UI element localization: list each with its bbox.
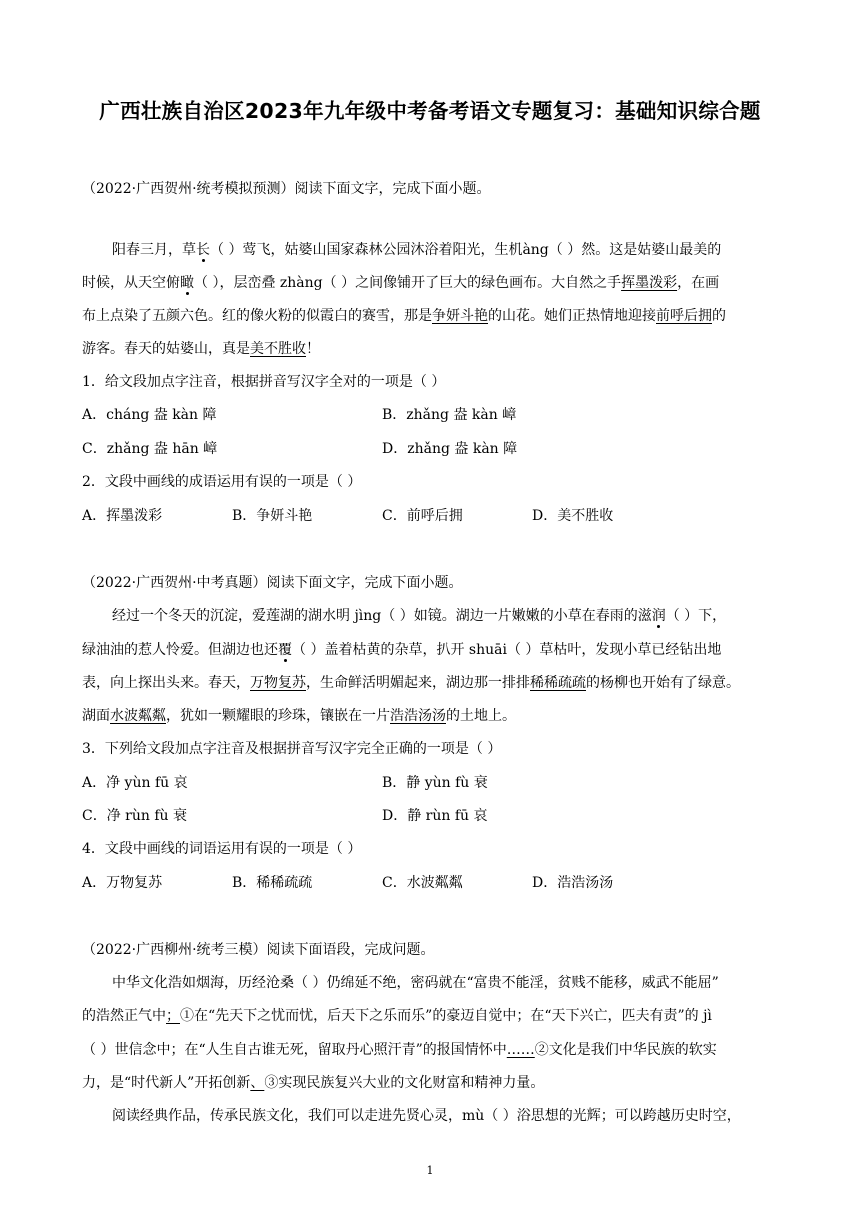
text: 时候，从天空俯 <box>82 275 180 291</box>
section2-source: （2022·广西贺州·中考真题）阅读下面文字，完成下面小题。 <box>82 575 463 591</box>
section2-paragraph-line-4 <box>82 706 782 726</box>
dotted-char: 覆 <box>278 642 292 658</box>
text: 的土地上。 <box>446 708 516 724</box>
text: 经过一个冬天的沉淀，爱莲湖的湖水明 jìng（ ）如镜。湖边一片嫩嫩的小草在春雨的滋 <box>112 608 652 624</box>
section1-paragraph-line-1 <box>112 240 812 260</box>
underlined-word: 万物复苏 <box>250 675 306 691</box>
q2-option-a[interactable]: A．挥墨泼彩 <box>82 508 163 524</box>
page-number: 1 <box>426 1164 434 1177</box>
text: 湖面 <box>82 708 110 724</box>
text: （ ）盖着枯黄的杂草，扒开 shuāi（ ）草枯叶，发现小草已经钻出地 <box>292 642 722 658</box>
underlined-word: 稀稀疏疏 <box>530 675 586 691</box>
text: 阳春三月，草 <box>112 242 196 258</box>
text: 的 <box>712 308 726 324</box>
text: 游客。春天的姑婆山，真是 <box>82 341 250 357</box>
q4-option-d[interactable]: D．浩浩汤汤 <box>532 875 614 891</box>
section3-line-3 <box>82 1040 782 1060</box>
section1-paragraph-line-2 <box>82 273 782 293</box>
section2-paragraph-line-1 <box>112 606 812 626</box>
question-2: 2．文段中画线的成语运用有误的一项是（ ） <box>82 474 362 490</box>
section3-source: （2022·广西柳州·统考三模）阅读下面语段，完成问题。 <box>82 942 435 958</box>
text: ①在“先天下之忧而忧，后天下之乐而乐”的豪迈自觉中；在“天下兴亡，匹夫有责”的 jì <box>180 1008 712 1024</box>
dotted-char: 润 <box>651 608 666 624</box>
q3-option-d[interactable]: D．静 rùn fū 哀 <box>382 808 488 824</box>
text: 的杨柳也开始有了绿意。 <box>586 675 740 691</box>
q4-option-a[interactable]: A．万物复苏 <box>82 875 163 891</box>
underlined-punct: ； <box>166 1008 180 1024</box>
text: ，生命鲜活明媚起来，湖边那一排排 <box>306 675 530 691</box>
text: 绿油油的惹人怜爱。但湖边也还 <box>82 642 278 658</box>
q1-option-c[interactable]: C．zhǎng 盎 hān 嶂 <box>82 441 218 457</box>
dotted-char: 瞰 <box>180 275 194 291</box>
q1-option-d[interactable]: D．zhǎng 盎 kàn 障 <box>382 441 518 457</box>
underlined-idiom: 争妍斗艳 <box>432 308 488 324</box>
q2-option-c[interactable]: C．前呼后拥 <box>382 508 463 524</box>
page-title: 广西壮族自治区2023年九年级中考备考语文专题复习：基础知识综合题 <box>99 99 761 123</box>
underlined-idiom: 前呼后拥 <box>656 308 712 324</box>
text: 的山花。她们正热情地迎接 <box>488 308 656 324</box>
section2-paragraph-line-3 <box>82 673 782 693</box>
text: （ ）莺飞，姑婆山国家森林公园沐浴着阳光，生机àng（ ）然。这是姑婆山最美的 <box>210 242 722 258</box>
underlined-word: 浩浩汤汤 <box>390 708 446 724</box>
section1-paragraph-line-4 <box>82 339 782 359</box>
section2-paragraph-line-2 <box>82 640 782 660</box>
text: （ ）下， <box>665 608 727 624</box>
text: ！ <box>306 341 320 357</box>
text: （ ），层峦叠 zhàng（ ）之间像铺开了巨大的绿色画布。大自然之手 <box>194 275 622 291</box>
section3-line-5: 阅读经典作品，传承民族文化，我们可以走进先贤心灵，mù（ ）浴思想的光辉；可以跨越历史时空， <box>112 1108 741 1124</box>
text: 表，向上探出头来。春天， <box>82 675 250 691</box>
text: ，犹如一颗耀眼的珍珠，镶嵌在一片 <box>166 708 390 724</box>
q2-option-b[interactable]: B．争妍斗艳 <box>232 508 313 524</box>
underlined-idiom: 挥墨泼彩 <box>621 275 678 291</box>
section3-line-4 <box>82 1073 782 1093</box>
q3-option-b[interactable]: B．静 yùn fù 衰 <box>382 775 488 791</box>
text: 力，是“时代新人”开拓创新 <box>82 1075 251 1091</box>
section1-paragraph-line-3 <box>82 306 782 326</box>
question-4: 4．文段中画线的词语运用有误的一项是（ ） <box>82 841 362 857</box>
underlined-punct: …… <box>506 1042 535 1058</box>
section3-line-2 <box>82 1006 782 1026</box>
q3-option-a[interactable]: A．净 yùn fū 哀 <box>82 775 188 791</box>
text: （ ）世信念中；在“人生自古谁无死，留取丹心照汗青”的报国情怀中 <box>82 1042 507 1058</box>
text: 布上点染了五颜六色。红的像火粉的似霞白的赛雪，那是 <box>82 308 432 324</box>
q4-option-b[interactable]: B．稀稀疏疏 <box>232 875 313 891</box>
section1-source: （2022·广西贺州·统考模拟预测）阅读下面文字，完成下面小题。 <box>82 181 491 197</box>
section3-line-1: 中华文化浩如烟海，历经沧桑（ ）仍绵延不绝，密码就在“富贵不能淫，贫贱不能移，威武不能屈” <box>112 975 719 991</box>
underlined-word: 水波粼粼 <box>110 708 166 724</box>
dotted-char: 长 <box>196 242 210 258</box>
q2-option-d[interactable]: D．美不胜收 <box>532 508 614 524</box>
q4-option-c[interactable]: C．水波粼粼 <box>382 875 463 891</box>
text: ②文化是我们中华民族的软实 <box>534 1042 717 1058</box>
text: ，在画 <box>677 275 720 291</box>
q3-option-c[interactable]: C．净 rùn fù 衰 <box>82 808 187 824</box>
text: 的浩然正气中 <box>82 1008 166 1024</box>
text: ③实现民族复兴大业的文化财富和精神力量。 <box>264 1075 545 1091</box>
question-1: 1．给文段加点字注音，根据拼音写汉字全对的一项是（ ） <box>82 374 446 390</box>
q1-option-b[interactable]: B．zhǎng 盎 kàn 嶂 <box>382 407 517 423</box>
underlined-punct: 、 <box>250 1075 265 1091</box>
q1-option-a[interactable]: A．cháng 盎 kàn 障 <box>82 407 217 423</box>
underlined-idiom: 美不胜收 <box>250 341 306 357</box>
question-3: 3．下列给文段加点字注音及根据拼音写汉字完全正确的一项是（ ） <box>82 741 502 757</box>
